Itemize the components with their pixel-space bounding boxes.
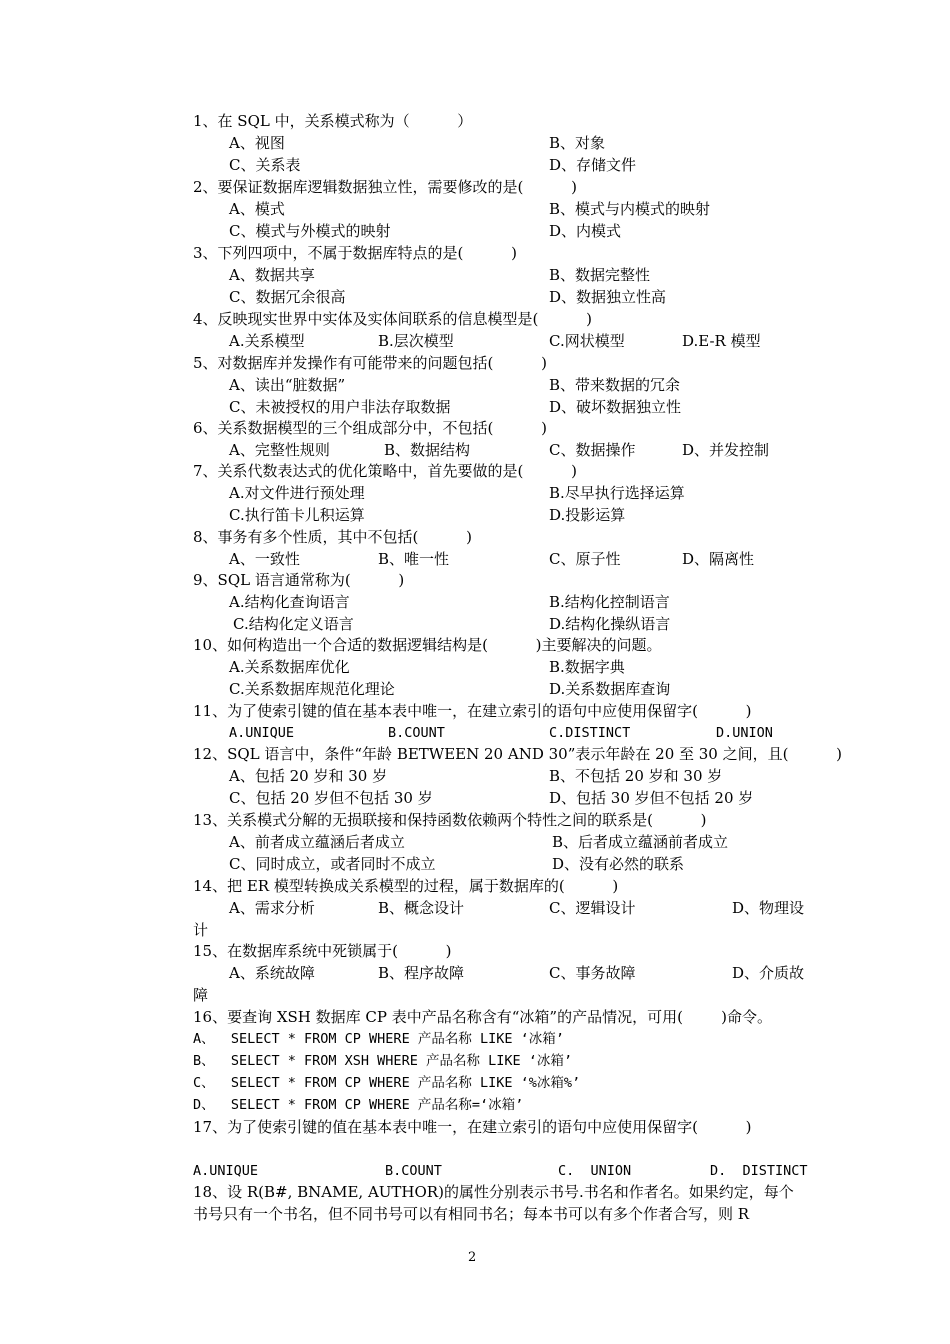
text-line: 障 [193,986,209,1004]
text-line: C. UNION [558,1163,632,1179]
text-line: D、介质故 [732,964,805,982]
text-line: A、数据共享 [229,266,315,284]
text-line: C、 SELECT * FROM CP WHERE 产品名称 LIKE ‘%冰箱%’ [193,1075,581,1091]
text-line: D、内模式 [549,222,622,240]
text-line: 13、关系模式分解的无损联接和保持函数依赖两个特性之间的联系是( ) [193,811,707,829]
text-line: A、系统故障 [229,964,315,982]
text-line: D、物理设 [732,899,805,917]
text-line: D.关系数据库查询 [549,680,671,698]
text-line: A.结构化查询语言 [229,593,350,611]
text-line: 15、在数据库系统中死锁属于( ) [193,942,452,960]
text-line: 16、要查询 XSH 数据库 CP 表中产品名称含有“冰箱”的产品情况，可用( )命令。 [193,1008,772,1026]
text-line: A、前者成立蕴涵后者成立 [229,833,405,851]
text-line: 17、为了使索引键的值在基本表中唯一，在建立索引的语句中应使用保留字( ) [193,1118,752,1136]
text-line: B、不包括 20 岁和 30 岁 [549,767,723,785]
text-line: 1、在 SQL 中，关系模式称为（ ） [193,112,473,130]
text-line: A、 SELECT * FROM CP WHERE 产品名称 LIKE ‘冰箱’ [193,1031,564,1047]
text-line: A、视图 [229,134,285,152]
text-line: A.UNIQUE [229,725,295,741]
text-line: D.UNION [716,725,773,741]
text-line: C、模式与外模式的映射 [229,222,391,240]
page-number: 2 [468,1250,477,1265]
text-line: 2、要保证数据库逻辑数据独立性，需要修改的是( ) [193,178,577,196]
text-line: A、包括 20 岁和 30 岁 [229,767,388,785]
text-line: B.尽早执行选择运算 [549,484,685,502]
text-line: B、对象 [549,134,606,152]
text-line: D、 SELECT * FROM CP WHERE 产品名称=‘冰箱’ [193,1097,524,1113]
text-line: B.结构化控制语言 [549,593,670,611]
text-line: C、包括 20 岁但不包括 30 岁 [229,789,433,807]
text-line: B、数据结构 [384,441,471,459]
text-line: C.执行笛卡儿积运算 [229,506,365,524]
text-line: D.投影运算 [549,506,626,524]
text-line: C、逻辑设计 [549,899,636,917]
text-line: C.结构化定义语言 [233,615,354,633]
text-line: C、未被授权的用户非法存取数据 [229,398,451,416]
text-line: D.结构化操纵语言 [549,615,671,633]
text-line: 书号只有一个书名，但不同书号可以有相同书名；每本书可以有多个作者合写，则 R [193,1205,750,1223]
text-line: B、程序故障 [378,964,465,982]
text-line: B.数据字典 [549,658,625,676]
text-line: C、事务故障 [549,964,636,982]
text-line: A、读出“脏数据” [229,376,346,394]
text-line: 11、为了使索引键的值在基本表中唯一，在建立索引的语句中应使用保留字( ) [193,702,752,720]
text-line: 8、事务有多个性质，其中不包括( ) [193,528,472,546]
text-line: 7、关系代数表达式的优化策略中，首先要做的是( ) [193,462,577,480]
text-line: B.COUNT [388,725,445,741]
text-line: D、并发控制 [682,441,770,459]
text-line: B、 SELECT * FROM XSH WHERE 产品名称 LIKE ‘冰箱’ [193,1053,572,1069]
text-line: C、原子性 [549,550,621,568]
text-line: B、概念设计 [378,899,465,917]
text-line: D、破坏数据独立性 [549,398,682,416]
text-line: D、存储文件 [549,156,637,174]
text-line: A、完整性规则 [229,441,330,459]
text-line: A.对文件进行预处理 [229,484,365,502]
text-line: A、模式 [229,200,285,218]
text-line: B、带来数据的冗余 [549,376,681,394]
text-line: B、模式与内模式的映射 [549,200,711,218]
text-line: C、关系表 [229,156,301,174]
text-line: 计 [193,921,209,939]
text-line: C.关系数据库规范化理论 [229,680,395,698]
text-line: B.COUNT [385,1163,442,1179]
text-line: D、没有必然的联系 [552,855,685,873]
text-line: B、后者成立蕴涵前者成立 [552,833,729,851]
text-line: D、数据独立性高 [549,288,667,306]
text-line: C、数据操作 [549,441,636,459]
text-line: 12、SQL 语言中，条件“年龄 BETWEEN 20 AND 30”表示年龄在 20 至 30 之间，且( ) [193,745,843,763]
text-line: A.关系数据库优化 [229,658,350,676]
text-line: B.层次模型 [378,332,454,350]
text-line: C、数据冗余很高 [229,288,346,306]
text-line: C.DISTINCT [549,725,631,741]
text-line: 10、如何构造出一个合适的数据逻辑结构是( )主要解决的问题。 [193,636,662,654]
text-line: 9、SQL 语言通常称为( ) [193,571,405,589]
text-line: D、包括 30 岁但不包括 20 岁 [549,789,754,807]
text-line: A.关系模型 [229,332,305,350]
text-line: B、数据完整性 [549,266,651,284]
text-line: A、一致性 [229,550,300,568]
text-line: C.网状模型 [549,332,625,350]
text-line: D、隔离性 [682,550,755,568]
text-line: 3、下列四项中，不属于数据库特点的是( ) [193,244,517,262]
text-line: 5、对数据库并发操作有可能带来的问题包括( ) [193,354,547,372]
text-line: 14、把 ER 模型转换成关系模型的过程，属于数据库的( ) [193,877,619,895]
text-line: D. DISTINCT [710,1163,808,1179]
text-line: C、同时成立，或者同时不成立 [229,855,436,873]
text-line: 18、设 R(B#, BNAME, AUTHOR)的属性分别表示书号.书名和作者名。如果约定，每个 [193,1183,794,1201]
text-line: A.UNIQUE [193,1163,259,1179]
text-line: D.E-R 模型 [682,332,761,350]
text-line: A、需求分析 [229,899,315,917]
text-line: B、唯一性 [378,550,450,568]
text-line: 6、关系数据模型的三个组成部分中，不包括( ) [193,419,547,437]
text-line: 4、反映现实世界中实体及实体间联系的信息模型是( ) [193,310,592,328]
